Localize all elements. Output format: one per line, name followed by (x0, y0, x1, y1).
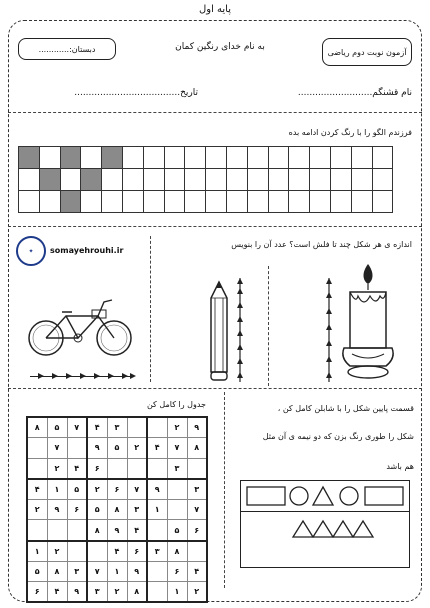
bismillah: به نام خدای رنگین کمان (175, 42, 265, 52)
shapes-icon (241, 481, 409, 567)
sudoku-cell[interactable]: ۵ (87, 499, 107, 520)
pattern-cell[interactable] (60, 169, 81, 191)
sudoku-cell[interactable]: ۳ (187, 479, 207, 500)
sudoku-cell[interactable]: ۸ (187, 438, 207, 459)
divider (268, 266, 269, 386)
sudoku-cell[interactable]: ۴ (87, 417, 107, 438)
sudoku-cell[interactable]: ۵ (167, 520, 187, 541)
sudoku-cell[interactable] (67, 541, 87, 562)
sudoku-cell[interactable] (67, 438, 87, 459)
sudoku-cell[interactable]: ۲ (167, 417, 187, 438)
date-field[interactable]: تاریخ..................................... (74, 88, 198, 98)
pattern-cell[interactable] (310, 191, 331, 213)
pattern-cell[interactable] (185, 147, 206, 169)
sudoku-cell[interactable]: ۷ (87, 561, 107, 582)
sudoku-cell[interactable] (147, 417, 167, 438)
shapes-instruction-2: شکل را طوری رنگ بزن که دو نیمه ی آن مثل (262, 432, 414, 441)
divider (8, 226, 422, 227)
sudoku-cell[interactable]: ۴ (187, 561, 207, 582)
exam-title-box: آزمون نوبت دوم ریاضی (322, 38, 412, 66)
pattern-cell[interactable] (289, 169, 310, 191)
sudoku-cell[interactable]: ۸ (167, 541, 187, 562)
sudoku-cell[interactable]: ۳ (107, 417, 127, 438)
sudoku-cell[interactable]: ۲ (87, 479, 107, 500)
pattern-instruction: فرزندم الگو را با رنگ کردن ادامه بده (288, 128, 412, 137)
sudoku-cell[interactable]: ۸ (47, 561, 67, 582)
pattern-cell[interactable] (60, 191, 81, 213)
sudoku-cell[interactable] (47, 520, 67, 541)
sudoku-cell[interactable]: ۴ (47, 582, 67, 603)
divider (8, 112, 422, 113)
pattern-cell[interactable] (206, 169, 227, 191)
sudoku-cell[interactable]: ۹ (127, 561, 147, 582)
arrow-ruler-pencil (234, 276, 246, 384)
shapes-instruction-1: قسمت پایین شکل را با شابلن کامل کن ، (277, 404, 414, 413)
sudoku-cell[interactable] (67, 520, 87, 541)
pattern-cell[interactable] (226, 169, 247, 191)
sudoku-cell[interactable] (147, 520, 167, 541)
sudoku-cell[interactable]: ۴ (127, 520, 147, 541)
sudoku-cell[interactable] (87, 541, 107, 562)
pattern-cell[interactable] (289, 191, 310, 213)
sudoku-cell[interactable]: ۷ (127, 479, 147, 500)
pattern-cell[interactable] (19, 191, 40, 213)
pattern-cell[interactable] (81, 169, 102, 191)
sudoku-cell[interactable] (147, 582, 167, 603)
sudoku-grid[interactable] (26, 416, 208, 603)
divider (8, 388, 422, 389)
sudoku-cell[interactable]: ۵ (47, 417, 67, 438)
watermark: somayehrouhi.ir (50, 246, 124, 255)
sudoku-cell[interactable]: ۳ (167, 458, 187, 479)
pattern-cell[interactable] (122, 169, 143, 191)
sudoku-cell[interactable]: ۵ (67, 479, 87, 500)
pattern-cell[interactable] (39, 147, 60, 169)
pattern-grid[interactable] (18, 146, 393, 213)
sudoku-cell[interactable]: ۶ (127, 541, 147, 562)
sudoku-cell[interactable]: ۷ (47, 438, 67, 459)
sudoku-cell[interactable]: ۸ (27, 417, 47, 438)
sudoku-cell[interactable]: ۹ (47, 499, 67, 520)
pattern-cell[interactable] (143, 169, 164, 191)
measure-instruction: اندازه ی هر شکل چند تا فلش است؟ عدد آن را بنویس (231, 240, 412, 249)
pattern-cell[interactable] (143, 147, 164, 169)
pattern-cell[interactable] (102, 169, 123, 191)
pattern-cell[interactable] (206, 147, 227, 169)
sudoku-cell[interactable]: ۸ (107, 499, 127, 520)
pattern-cell[interactable] (268, 191, 289, 213)
pattern-cell[interactable] (247, 147, 268, 169)
pattern-cell[interactable] (122, 191, 143, 213)
pencil-icon (206, 280, 232, 382)
pattern-cell[interactable] (351, 191, 372, 213)
sudoku-cell[interactable]: ۳ (147, 541, 167, 562)
sudoku-cell[interactable]: ۴ (67, 458, 87, 479)
sudoku-cell[interactable]: ۴ (27, 479, 47, 500)
pattern-cell[interactable] (164, 169, 185, 191)
sudoku-cell[interactable]: ۵ (27, 561, 47, 582)
pattern-cell[interactable] (372, 147, 393, 169)
pattern-cell[interactable] (351, 169, 372, 191)
sudoku-cell[interactable]: ۲ (47, 541, 67, 562)
sudoku-cell[interactable] (127, 417, 147, 438)
sudoku-cell[interactable]: ۶ (167, 561, 187, 582)
sudoku-cell[interactable] (147, 561, 167, 582)
sudoku-cell[interactable] (167, 479, 187, 500)
pattern-cell[interactable] (102, 191, 123, 213)
pattern-cell[interactable] (247, 169, 268, 191)
pattern-cell[interactable] (372, 191, 393, 213)
sudoku-cell[interactable]: ۱ (47, 479, 67, 500)
sudoku-cell[interactable] (127, 458, 147, 479)
arrow-ruler-candle (322, 276, 336, 384)
pattern-cell[interactable] (185, 169, 206, 191)
sudoku-cell[interactable]: ۸ (127, 582, 147, 603)
pattern-cell[interactable] (226, 191, 247, 213)
pattern-cell[interactable] (143, 191, 164, 213)
pattern-cell[interactable] (330, 169, 351, 191)
sudoku-cell[interactable]: ۹ (187, 417, 207, 438)
shapes-instruction-3: هم باشد (386, 462, 414, 471)
pattern-cell[interactable] (372, 169, 393, 191)
pattern-cell[interactable] (19, 147, 40, 169)
pattern-cell[interactable] (310, 169, 331, 191)
pattern-cell[interactable] (268, 169, 289, 191)
sudoku-cell[interactable]: ۷ (167, 438, 187, 459)
pattern-cell[interactable] (351, 147, 372, 169)
pattern-cell[interactable] (122, 147, 143, 169)
sudoku-cell[interactable]: ۱ (147, 499, 167, 520)
sudoku-cell[interactable]: ۹ (87, 438, 107, 459)
pattern-cell[interactable] (289, 147, 310, 169)
pattern-cell[interactable] (19, 169, 40, 191)
sudoku-cell[interactable] (27, 438, 47, 459)
symmetry-box[interactable] (240, 480, 410, 568)
sudoku-cell[interactable] (167, 499, 187, 520)
logo-icon: ✦ (16, 236, 46, 266)
arrows-icon (30, 371, 138, 381)
sudoku-cell[interactable]: ۹ (147, 479, 167, 500)
sudoku-cell[interactable]: ۶ (87, 458, 107, 479)
sudoku-cell[interactable]: ۳ (67, 561, 87, 582)
pattern-cell[interactable] (206, 191, 227, 213)
sudoku-cell[interactable] (27, 458, 47, 479)
sudoku-cell[interactable]: ۱ (167, 582, 187, 603)
pattern-cell[interactable] (81, 147, 102, 169)
sudoku-cell[interactable] (147, 458, 167, 479)
bicycle-icon (26, 294, 136, 366)
sudoku-cell[interactable] (27, 520, 47, 541)
pattern-cell[interactable] (60, 147, 81, 169)
sudoku-cell[interactable]: ۳ (87, 582, 107, 603)
sudoku-cell[interactable]: ۳ (127, 499, 147, 520)
sudoku-cell[interactable]: ۵ (107, 438, 127, 459)
student-name-field[interactable]: نام قشنگم.......................... (297, 88, 412, 98)
pattern-cell[interactable] (39, 191, 60, 213)
sudoku-cell[interactable]: ۲ (127, 438, 147, 459)
sudoku-cell[interactable]: ۹ (67, 582, 87, 603)
pattern-cell[interactable] (310, 147, 331, 169)
sudoku-cell[interactable]: ۷ (187, 499, 207, 520)
school-box[interactable]: دبستان:............ (18, 38, 116, 60)
pattern-cell[interactable] (39, 169, 60, 191)
sudoku-cell[interactable]: ۲ (47, 458, 67, 479)
pattern-cell[interactable] (268, 147, 289, 169)
sudoku-cell[interactable]: ۶ (27, 582, 47, 603)
sudoku-cell[interactable]: ۱ (107, 561, 127, 582)
pattern-cell[interactable] (102, 147, 123, 169)
sudoku-cell[interactable] (187, 541, 207, 562)
pattern-cell[interactable] (81, 191, 102, 213)
sudoku-cell[interactable]: ۶ (67, 499, 87, 520)
sudoku-cell[interactable]: ۷ (67, 417, 87, 438)
sudoku-cell[interactable]: ۲ (27, 499, 47, 520)
pattern-cell[interactable] (164, 147, 185, 169)
pattern-cell[interactable] (164, 191, 185, 213)
divider (224, 392, 225, 588)
sudoku-cell[interactable]: ۲ (187, 582, 207, 603)
pattern-cell[interactable] (185, 191, 206, 213)
pattern-cell[interactable] (330, 147, 351, 169)
sudoku-cell[interactable]: ۴ (107, 541, 127, 562)
sudoku-cell[interactable]: ۴ (147, 438, 167, 459)
pattern-cell[interactable] (226, 147, 247, 169)
pattern-cell[interactable] (247, 191, 268, 213)
grade-title: پایه اول (198, 4, 232, 15)
sudoku-instruction: جدول را کامل کن (146, 400, 206, 409)
candle-icon (336, 262, 402, 386)
pattern-cell[interactable] (330, 191, 351, 213)
divider (150, 236, 151, 382)
sudoku-cell[interactable]: ۹ (107, 520, 127, 541)
sudoku-cell[interactable] (107, 458, 127, 479)
sudoku-cell[interactable]: ۸ (87, 520, 107, 541)
sudoku-cell[interactable]: ۲ (107, 582, 127, 603)
sudoku-cell[interactable]: ۱ (27, 541, 47, 562)
sudoku-cell[interactable]: ۶ (107, 479, 127, 500)
sudoku-cell[interactable] (187, 458, 207, 479)
sudoku-cell[interactable]: ۶ (187, 520, 207, 541)
